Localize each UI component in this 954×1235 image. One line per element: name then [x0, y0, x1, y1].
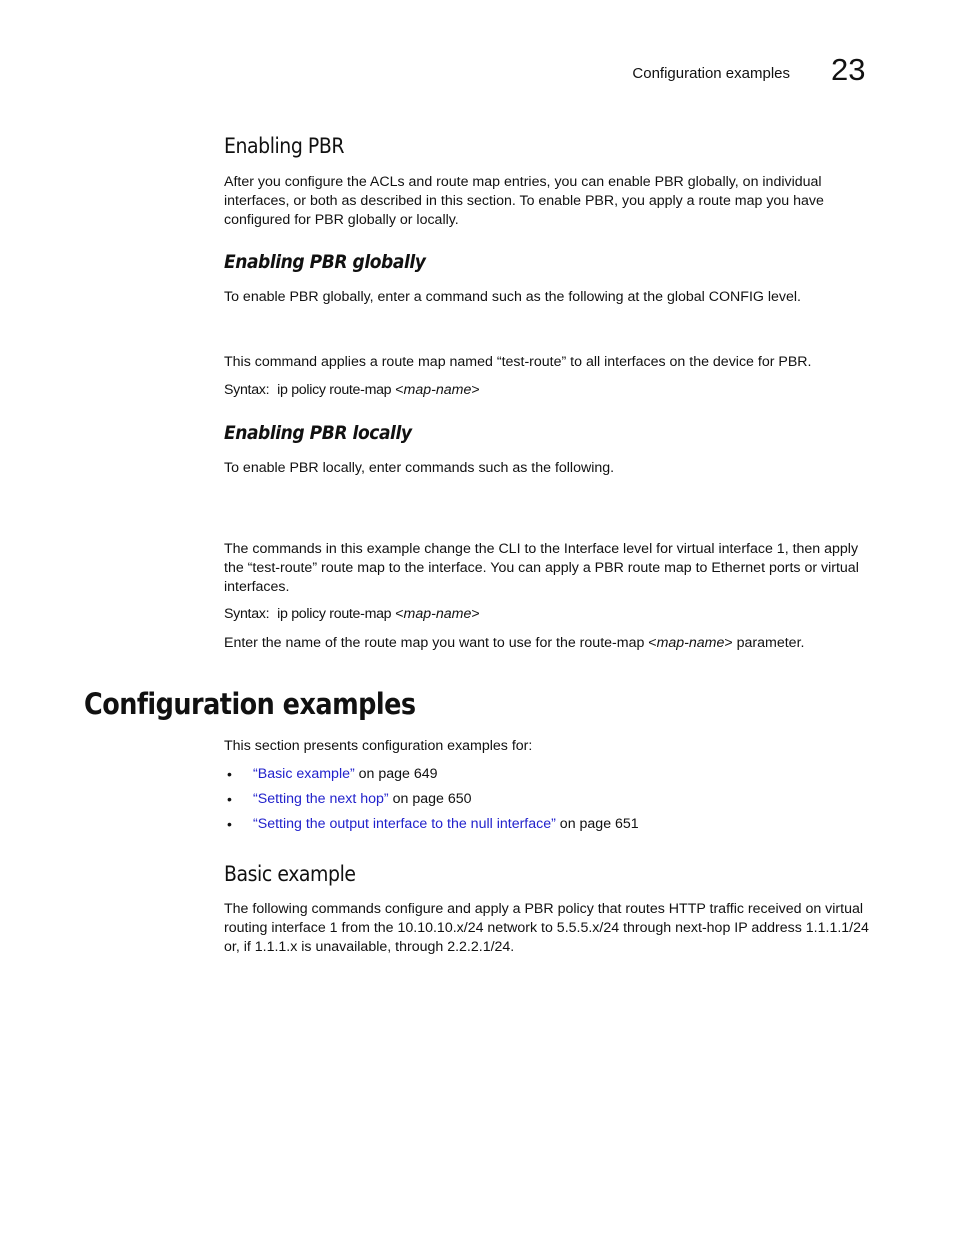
syntax-lt: <: [395, 382, 404, 398]
syntax-param: map-name: [403, 382, 472, 398]
globally-syntax: [224, 382, 480, 398]
page-reference: on page 650: [388, 791, 472, 807]
locally-syntax: [224, 606, 480, 622]
heading-enabling-pbr-locally: Enabling PBR locally: [224, 422, 412, 444]
bullet-icon: •: [227, 791, 232, 807]
list-item: [224, 764, 639, 789]
chapter-number: 23: [831, 52, 866, 87]
heading-basic-example: Basic example: [224, 862, 356, 886]
heading-enabling-pbr: Enabling PBR: [224, 134, 345, 158]
heading-enabling-pbr-globally: Enabling PBR globally: [224, 251, 426, 273]
page-reference: on page 649: [354, 766, 438, 782]
locally-explanation: The commands in this example change the CLI to the Interface level for virtual interface 1, then apply the “test-route” route map to the interface. You can apply a PBR route map to Ethernet ports or virtual interfaces.: [224, 541, 859, 595]
syntax-gt: >: [471, 382, 480, 398]
param-note-param: map-name: [656, 635, 725, 651]
enabling-pbr-intro: After you configure the ACLs and route map entries, you can enable PBR globally, on individual interfaces, or both as described in this section. To enable PBR, you apply a route map you have configured for PBR globally or locally.: [224, 174, 824, 228]
syntax-label: Syntax:: [224, 382, 270, 398]
globally-intro: To enable PBR globally, enter a command such as the following at the global CONFIG level.: [224, 289, 801, 305]
syntax-command: ip policy route-map: [277, 382, 392, 398]
param-note-before: Enter the name of the route map you want to use for the route-map <: [224, 635, 657, 651]
config-examples-list: [224, 764, 639, 839]
link-output-interface-null[interactable]: “Setting the output interface to the null interface”: [253, 816, 556, 832]
bullet-icon: •: [227, 816, 232, 832]
heading-configuration-examples: Configuration examples: [84, 687, 416, 721]
list-item: [224, 814, 639, 839]
page-reference: on page 651: [555, 816, 639, 832]
running-header-title: Configuration examples: [632, 65, 790, 82]
locally-intro: To enable PBR locally, enter commands such as the following.: [224, 460, 615, 476]
param-note-after: > parameter.: [724, 635, 805, 651]
bullet-icon: •: [227, 766, 232, 782]
link-setting-next-hop[interactable]: “Setting the next hop”: [253, 791, 389, 807]
basic-example-text: The following commands configure and apply a PBR policy that routes HTTP traffic received on virtual routing interface 1 from the 10.10.10.x/24 network to 5.5.5.x/24 through next-hop IP address 1.1.1.1/24 or, if 1.1.1.x is unavailable, through 2.2.2.1/24.: [224, 901, 869, 955]
syntax-lt: <: [395, 606, 404, 622]
config-examples-intro: This section presents configuration examples for:: [224, 738, 533, 754]
syntax-label: Syntax:: [224, 606, 270, 622]
list-item: [224, 789, 639, 814]
syntax-gt: >: [471, 606, 480, 622]
globally-explanation: This command applies a route map named “test-route” to all interfaces on the device for PBR.: [224, 354, 812, 370]
syntax-param: map-name: [403, 606, 472, 622]
param-note: [224, 634, 874, 653]
link-basic-example[interactable]: “Basic example”: [253, 766, 355, 782]
syntax-command: ip policy route-map: [277, 606, 392, 622]
